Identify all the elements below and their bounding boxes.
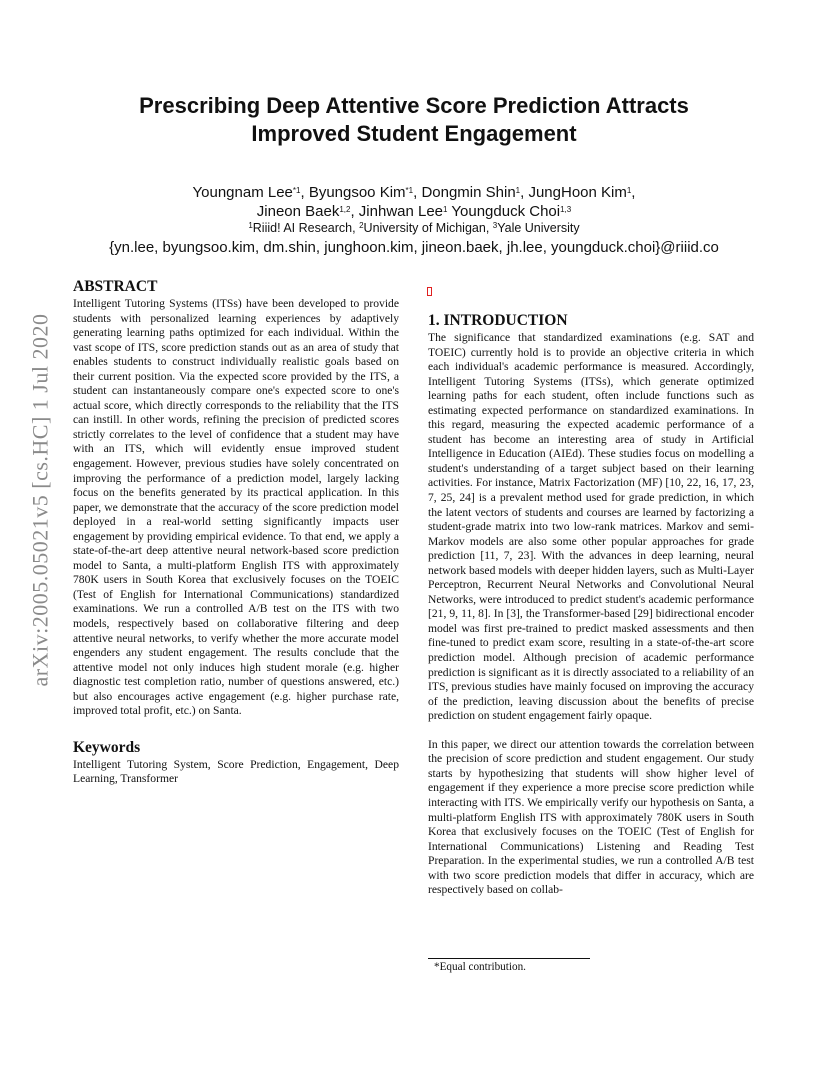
keywords-body: Intelligent Tutoring System, Score Prediction, Engagement, Deep Learning, Transformer [73,757,399,786]
author-name: Youngnam Lee [192,184,293,201]
abstract-heading: ABSTRACT [73,278,158,295]
affiliation-line: $^1$Riiid! AI Research, $^2$University of Michigan, $^3$Yale University [248,221,580,235]
link-box-marker [427,287,432,296]
abstract-body: Intelligent Tutoring Systems (ITSs) have been developed to provide students with personalized learning experiences by adaptively generating learning paths optimized for each individual. Within the vast scope of ITS, score prediction stands out as an area of study that enables students to construct individually realistic goals based on their current position. Via the expected score provided by the ITS, a student can instantaneously compare one's expected score to one's actual score, which directly corresponds to the reliability that the ITS can instill. In other words, refining the precision of predicted scores strictly correlates to the level of confidence that a student may have with an ITS, which will evidently ensue improved student engagement. However, previous studies have solely concentrated on improving the performance of a prediction model, largely lacking focus on the benefits generated by its practical application. In this paper, we demonstrate that the accuracy of the score prediction model deployed in a real-world setting significantly impacts user engagement by providing empirical evidence. To that end, we apply a state-of-the-art deep attentive neural network-based score prediction model to Santa, a multi-platform English ITS with approximately 780K users in South Korea that exclusively focuses on the TOEIC (Test of English for International Communications) standardized examinations. We run a controlled A/B test on the ITS with two models, respectively based on collaborative filtering and deep attentive neural networks, to verify whether the more accurate model engenders any student engagement. The results conclude that the attentive model not only induces high student morale (e.g. higher diagnostic test completion ratio, number of questions answered, etc.) but also encourages active engagement (e.g. higher purchase rate, improved total profit, etc.) on Santa. [73,297,399,718]
author-affiliation-marker: *1 [405,186,414,195]
footnote: *Equal contribution. [434,961,526,973]
author-affiliation-marker: *1 [292,186,301,195]
footnote-divider [428,958,590,959]
author-affiliation-marker: 1 [626,186,632,195]
arxiv-identifier-text: arXiv:2005.05021v5 [cs.HC] 1 Jul 2020 [27,313,53,687]
affiliation-marker: 2 [359,221,364,230]
author-name: JungHoon Kim [528,184,627,201]
author-name: Youngduck Choi [451,203,561,220]
introduction-paragraph-2: In this paper, we direct our attention towards the correlation between the precision of score prediction and student engagement. Our study starts by hypothesizing that students will show higher level of engagement if they experience a more precise score prediction while interacting with ITS. We empirically verify our hypothesis on Santa, a multi-platform English ITS with approximately 780K users in South Korea that exclusively focuses on the TOEIC (Test of English for International Communications) Listening and Reading Test Preparation. In the experimental studies, we run a controlled A/B test with two score prediction models that differ in accuracy, which are respectively based on collab- [428,737,754,897]
author-affiliation-marker: 1 [443,205,448,214]
author-block [60,183,768,257]
paper-title-line-1: Prescribing Deep Attentive Score Prediction Attracts [139,93,689,118]
keywords-heading: Keywords [73,738,141,756]
right-column [428,312,754,898]
author-emails: {yn.lee, byungsoo.kim, dm.shin, junghoon.kim, jineon.baek, jh.lee, youngduck.choi}@riiid.co [109,239,719,256]
affiliation-name: Riiid! AI Research [252,221,353,235]
author-name: Byungsoo Kim [308,184,406,201]
left-column [73,278,399,787]
affiliation-marker: 3 [492,221,498,230]
arxiv-identifier-stamp [20,300,60,700]
paper-title [60,92,768,148]
affiliation-name: University of Michigan [363,221,486,235]
author-line-1: Youngnam Lee$^{*1}$, Byungsoo Kim$^{*1}$, Dongmin Shin$^1$, JungHoon Kim$^1$, [192,184,636,201]
introduction-heading: 1. INTRODUCTION [428,312,568,329]
author-name: Jineon Baek [256,203,340,220]
introduction-paragraph-1: The significance that standardized examinations (e.g. SAT and TOEIC) currently hold is to provide an objective criteria in which each individual's academic performance is measured. Accordingly, Intelligent Tutoring Systems (ITSs), which generate optimized learning paths for each student, often include functions such as estimating expected performance on standardized examinations. In this regard, measuring the expected academic performance of a student has become an interesting area of study in Artificial Intelligence in Education (AIEd). These studies focus on modelling a student's understanding of a target subject based on their learning activities. For instance, Matrix Factorization (MF) [10, 22, 16, 17, 23, 7, 25, 24] is a prevalent method used for grade prediction, in which the latent vectors of students and courses are learned by factorizing a student-grade matrix into two low-rank matrices. Markov and semi-Markov models are also some other popular approaches for grade prediction [11, 7, 23]. With the advances in deep learning, neural network based models with deeper hidden layers, such as Multi-Layer Perceptron, Recurrent Neural Networks and Convolutional Neural Networks, were introduced to predict student's academic performance [21, 9, 11, 8]. In [3], the Transformer-based [29] bidirectional encoder model was first pre-trained to predict masked assessments and then fine-tuned to predict exam score, resulting in a state-of-the-art score prediction model. Although precision of academic performance prediction is significant as it is directly associated to a reliability of an ITS, previous studies have mainly focused on improving the accuracy of the prediction, leaving discussion about the benefits of precise prediction on student engagement fairly opaque. [428,331,754,723]
author-name: Jinhwan Lee [358,203,444,220]
author-affiliation-marker: 1,3 [560,205,572,214]
affiliation-marker: 1 [248,221,253,230]
paper-title-line-2: Improved Student Engagement [251,121,577,146]
author-name: Dongmin Shin [421,184,516,201]
author-affiliation-marker: 1,2 [339,205,351,214]
author-affiliation-marker: 1 [515,186,521,195]
affiliation-name: Yale University [497,221,580,235]
author-line-2: Jineon Baek$^{1,2}$, Jinhwan Lee$^1$ Youngduck Choi$^{1,3}$ [256,203,572,220]
